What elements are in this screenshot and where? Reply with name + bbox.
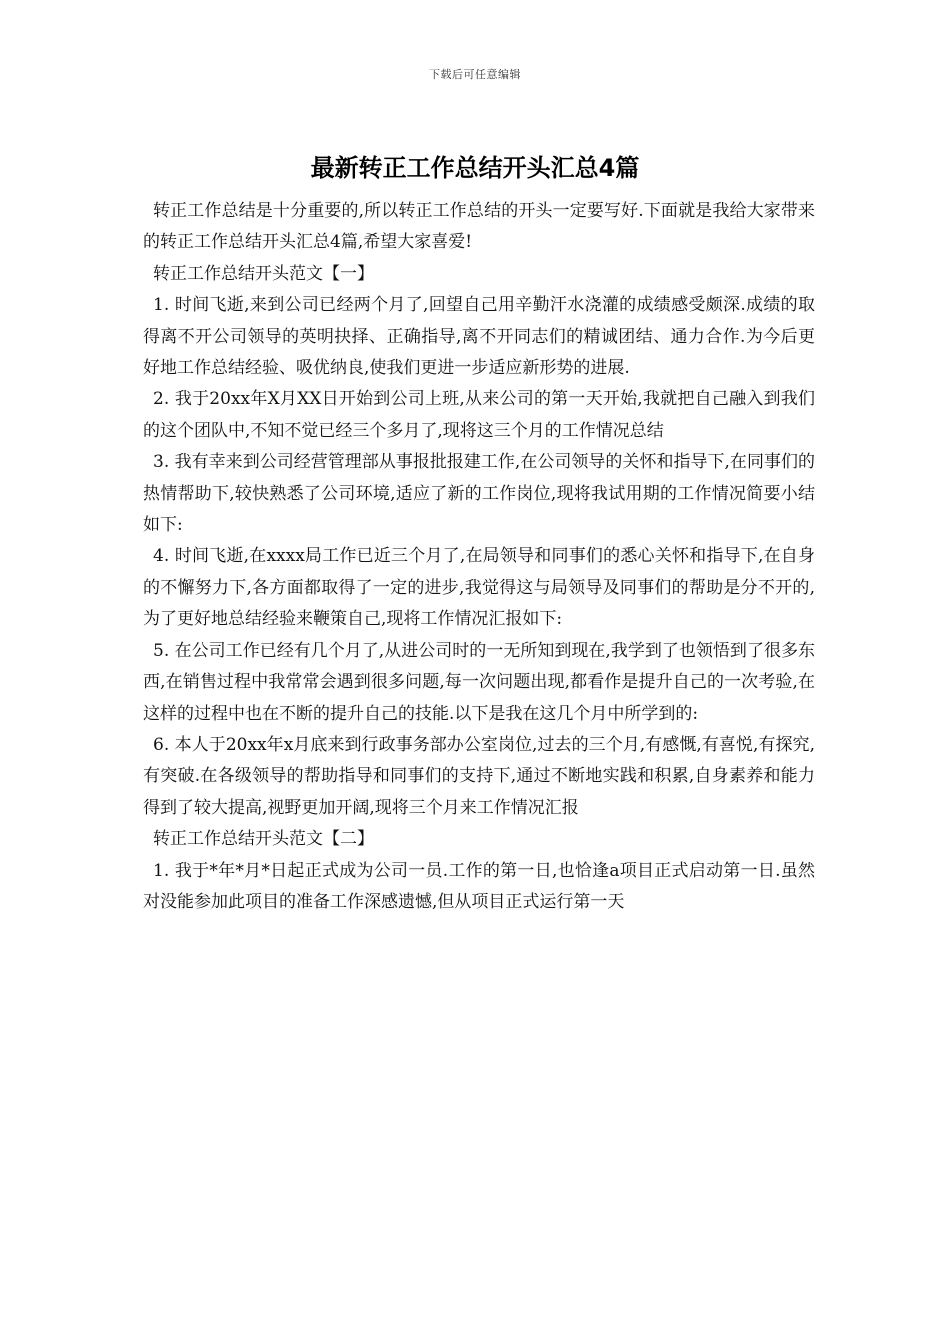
list-item: 1. 我于*年*月*日起正式成为公司一员.工作的第一日,也恰逢a项目正式启动第一日.虽然对没能参加此项目的准备工作深感遗憾,但从项目正式运行第一天 bbox=[143, 860, 815, 912]
intro-paragraph: 转正工作总结是十分重要的,所以转正工作总结的开头一定要写好.下面就是我给大家带来的转正工作总结开头汇总4篇,希望大家喜爱! bbox=[143, 201, 815, 253]
section-heading-two: 转正工作总结开头范文【二】 bbox=[153, 829, 374, 850]
document-title: 最新转正工作总结开头汇总4篇 bbox=[310, 154, 640, 182]
list-item: 6. 本人于20xx年x月底来到行政事务部办公室岗位,过去的三个月,有感慨,有喜悦,有探究,有突破.在各级领导的帮助指导和同事们的支持下,通过不断地实践和积累,自身素养和能力得到了较大提高,视野更加开阔,现将三个月来工作情况汇报 bbox=[143, 734, 815, 818]
document-body bbox=[143, 196, 815, 918]
header-note: 下载后可任意编辑 bbox=[429, 68, 521, 81]
list-item: 1. 时间飞逝,来到公司已经两个月了,回望自己用辛勤汗水浇灌的成绩感受颇深.成绩的取得离不开公司领导的英明抉择、正确指导,离不开同志们的精诚团结、通力合作.为今后更好地工作总结经验、吸优纳良,使我们更进一步适应新形势的进展. bbox=[143, 295, 815, 379]
list-item: 3. 我有幸来到公司经营管理部从事报批报建工作,在公司领导的关怀和指导下,在同事们的热情帮助下,较快熟悉了公司环境,适应了新的工作岗位,现将我试用期的工作情况简要小结如下: bbox=[143, 452, 815, 536]
list-item: 4. 时间飞逝,在xxxx局工作已近三个月了,在局领导和同事们的悉心关怀和指导下,在自身的不懈努力下,各方面都取得了一定的进步,我觉得这与局领导及同事们的帮助是分不开的,为了更好地总结经验来鞭策自己,现将工作情况汇报如下: bbox=[143, 546, 815, 630]
list-item: 2. 我于20xx年X月XX日开始到公司上班,从来公司的第一天开始,我就把自己融入到我们的这个团队中,不知不觉已经三个多月了,现将这三个月的工作情况总结 bbox=[143, 389, 815, 441]
section-heading-one: 转正工作总结开头范文【一】 bbox=[153, 263, 374, 284]
list-item: 5. 在公司工作已经有几个月了,从进公司时的一无所知到现在,我学到了也领悟到了很多东西,在销售过程中我常常会遇到很多问题,每一次问题出现,都看作是提升自己的一次考验,在这样的过程中也在不断的提升自己的技能.以下是我在这几个月中所学到的: bbox=[143, 640, 815, 724]
